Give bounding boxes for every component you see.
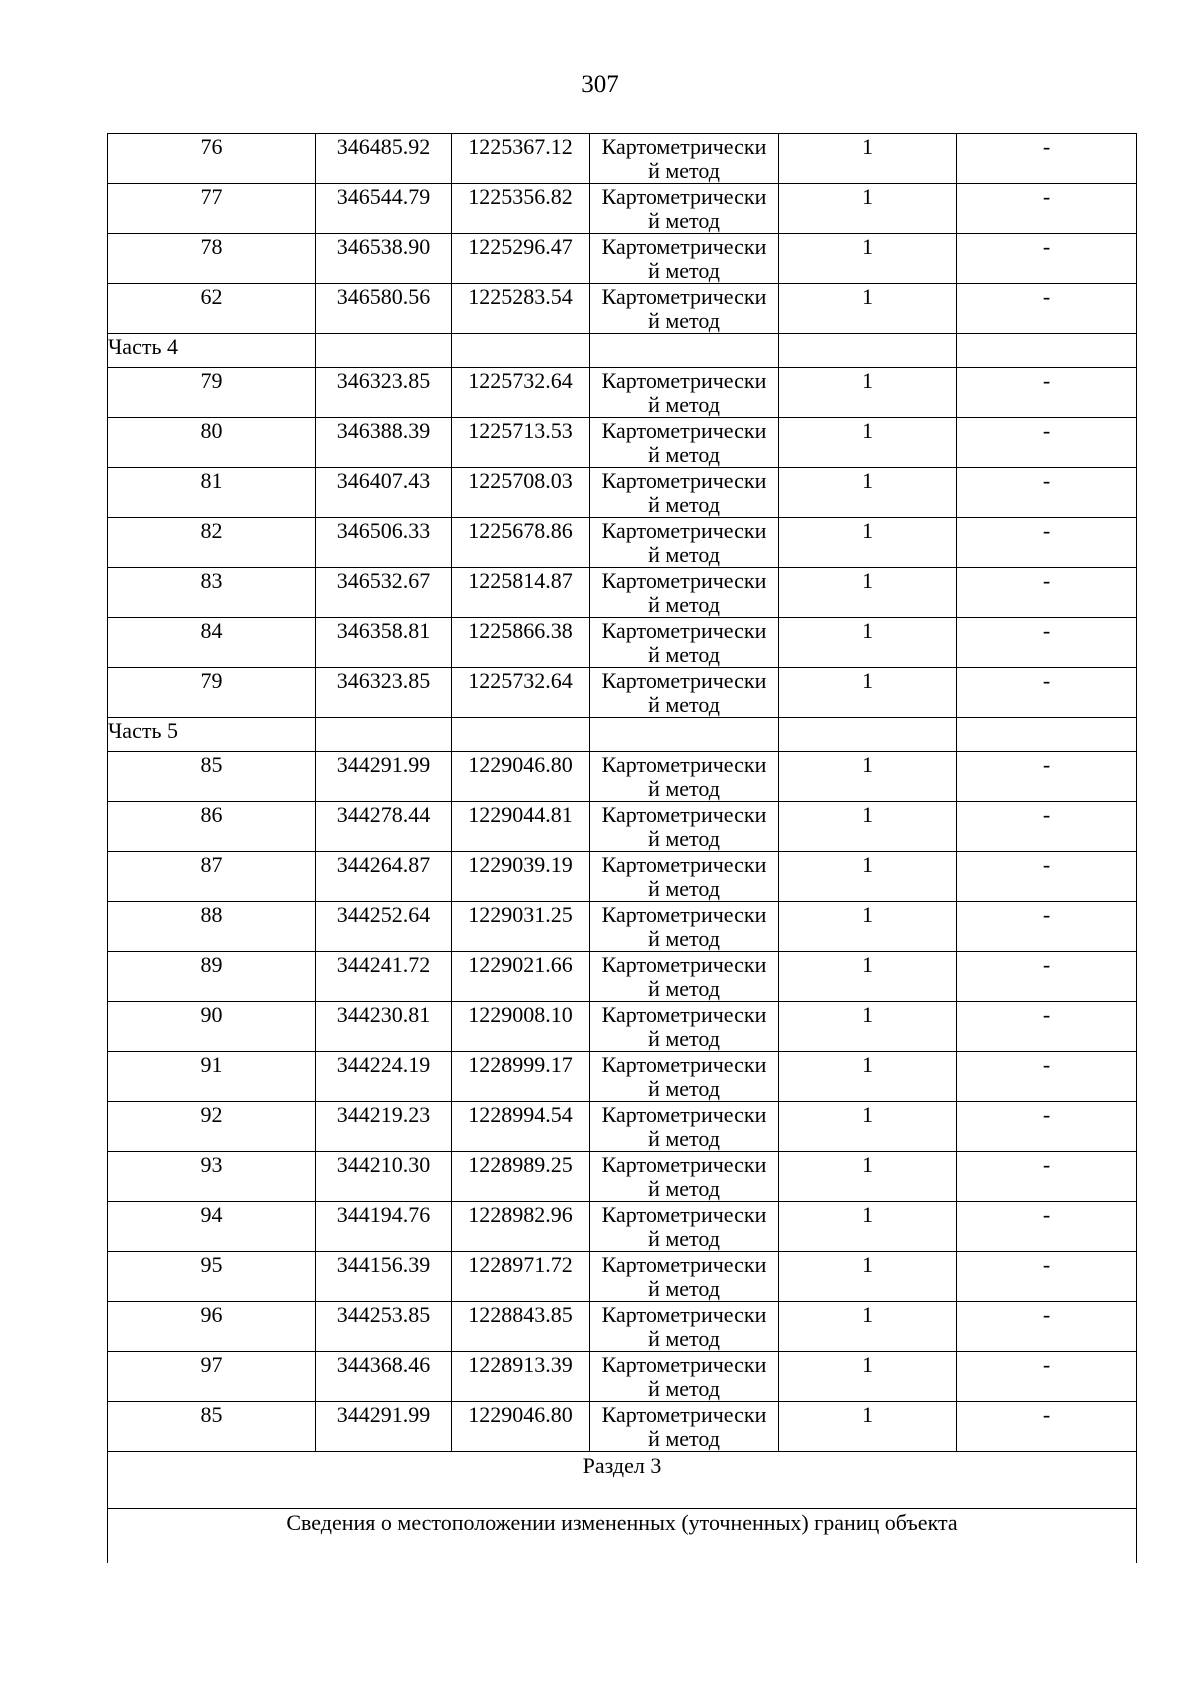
method-cell [590, 902, 779, 952]
point-number-cell: 79 [108, 368, 316, 418]
description-cell: - [957, 1352, 1137, 1402]
method-cell [590, 568, 779, 618]
x-coordinate-cell: 344252.64 [316, 902, 452, 952]
table-row [108, 902, 1137, 952]
method-cell [590, 184, 779, 234]
description-cell: - [957, 284, 1137, 334]
method-cell [590, 952, 779, 1002]
empty-cell [452, 334, 590, 368]
method-line-2: й метод [648, 976, 720, 1001]
table-row [108, 368, 1137, 418]
method-line-2: й метод [648, 542, 720, 567]
point-number-cell: 76 [108, 134, 316, 184]
x-coordinate-cell: 346485.92 [316, 134, 452, 184]
y-coordinate-cell: 1225732.64 [452, 668, 590, 718]
method-text [590, 1052, 778, 1101]
point-number-cell: 88 [108, 902, 316, 952]
method-cell [590, 852, 779, 902]
method-line-2: й метод [648, 1376, 720, 1401]
accuracy-cell: 1 [779, 468, 957, 518]
method-line-2: й метод [648, 1326, 720, 1351]
method-cell [590, 1352, 779, 1402]
accuracy-cell: 1 [779, 1152, 957, 1202]
method-line-2: й метод [648, 642, 720, 667]
x-coordinate-cell: 346580.56 [316, 284, 452, 334]
method-line-2: й метод [648, 208, 720, 233]
table-body [108, 134, 1137, 1452]
method-text [590, 184, 778, 233]
x-coordinate-cell: 344194.76 [316, 1202, 452, 1252]
accuracy-cell: 1 [779, 418, 957, 468]
method-text [590, 134, 778, 183]
table-row [108, 1052, 1137, 1102]
x-coordinate-cell: 344219.23 [316, 1102, 452, 1152]
method-line-1: Картометрически [601, 1352, 767, 1377]
section-subtitle-row [108, 1509, 1137, 1564]
method-cell [590, 284, 779, 334]
table-row [108, 802, 1137, 852]
method-line-1: Картометрически [601, 802, 767, 827]
x-coordinate-cell: 346506.33 [316, 518, 452, 568]
method-text [590, 902, 778, 951]
method-cell [590, 234, 779, 284]
y-coordinate-cell: 1229044.81 [452, 802, 590, 852]
table-row [108, 284, 1137, 334]
y-coordinate-cell: 1225732.64 [452, 368, 590, 418]
point-number-cell: 81 [108, 468, 316, 518]
point-number-cell: 78 [108, 234, 316, 284]
empty-cell [316, 334, 452, 368]
method-line-2: й метод [648, 876, 720, 901]
method-text [590, 1302, 778, 1351]
table-row [108, 468, 1137, 518]
point-number-cell: 97 [108, 1352, 316, 1402]
x-coordinate-cell: 346323.85 [316, 368, 452, 418]
y-coordinate-cell: 1225367.12 [452, 134, 590, 184]
method-line-1: Картометрически [601, 284, 767, 309]
point-number-cell: 85 [108, 752, 316, 802]
empty-cell [590, 718, 779, 752]
accuracy-cell: 1 [779, 952, 957, 1002]
method-text [590, 284, 778, 333]
method-cell [590, 1052, 779, 1102]
section-subtitle: Сведения о местоположении измененных (уточненных) границ объекта [108, 1509, 1137, 1564]
method-line-1: Картометрически [601, 668, 767, 693]
point-number-cell: 83 [108, 568, 316, 618]
method-line-1: Картометрически [601, 1052, 767, 1077]
method-line-1: Картометрически [601, 1152, 767, 1177]
method-line-1: Картометрически [601, 1252, 767, 1277]
accuracy-cell: 1 [779, 134, 957, 184]
method-text [590, 234, 778, 283]
x-coordinate-cell: 344253.85 [316, 1302, 452, 1352]
method-line-1: Картометрически [601, 134, 767, 159]
table-row [108, 1302, 1137, 1352]
x-coordinate-cell: 344210.30 [316, 1152, 452, 1202]
accuracy-cell: 1 [779, 368, 957, 418]
accuracy-cell: 1 [779, 518, 957, 568]
description-cell: - [957, 1302, 1137, 1352]
table-row [108, 234, 1137, 284]
part-header-row [108, 334, 1137, 368]
point-number-cell: 95 [108, 1252, 316, 1302]
method-line-1: Картометрически [601, 902, 767, 927]
section-title: Раздел 3 [108, 1452, 1137, 1509]
table-row [108, 518, 1137, 568]
method-line-2: й метод [648, 258, 720, 283]
x-coordinate-cell: 344291.99 [316, 1402, 452, 1452]
method-line-2: й метод [648, 1226, 720, 1251]
method-line-1: Картометрически [601, 1102, 767, 1127]
point-number-cell: 77 [108, 184, 316, 234]
point-number-cell: 89 [108, 952, 316, 1002]
method-text [590, 568, 778, 617]
method-line-2: й метод [648, 158, 720, 183]
point-number-cell: 85 [108, 1402, 316, 1452]
method-line-2: й метод [648, 926, 720, 951]
y-coordinate-cell: 1229046.80 [452, 1402, 590, 1452]
method-line-1: Картометрически [601, 952, 767, 977]
accuracy-cell: 1 [779, 184, 957, 234]
description-cell: - [957, 668, 1137, 718]
method-line-2: й метод [648, 776, 720, 801]
method-line-2: й метод [648, 1176, 720, 1201]
method-cell [590, 134, 779, 184]
method-text [590, 1002, 778, 1051]
x-coordinate-cell: 344291.99 [316, 752, 452, 802]
accuracy-cell: 1 [779, 284, 957, 334]
method-line-1: Картометрически [601, 1002, 767, 1027]
description-cell: - [957, 1002, 1137, 1052]
table-row [108, 1152, 1137, 1202]
table-row [108, 668, 1137, 718]
y-coordinate-cell: 1228994.54 [452, 1102, 590, 1152]
table-row [108, 1252, 1137, 1302]
y-coordinate-cell: 1225814.87 [452, 568, 590, 618]
table-row [108, 752, 1137, 802]
point-number-cell: 93 [108, 1152, 316, 1202]
method-cell [590, 1252, 779, 1302]
description-cell: - [957, 418, 1137, 468]
y-coordinate-cell: 1225678.86 [452, 518, 590, 568]
part-label: Часть 5 [108, 718, 316, 752]
y-coordinate-cell: 1229046.80 [452, 752, 590, 802]
y-coordinate-cell: 1225713.53 [452, 418, 590, 468]
table-row [108, 184, 1137, 234]
method-line-2: й метод [648, 1076, 720, 1101]
y-coordinate-cell: 1228913.39 [452, 1352, 590, 1402]
table-row [108, 852, 1137, 902]
point-number-cell: 84 [108, 618, 316, 668]
method-line-2: й метод [648, 442, 720, 467]
method-cell [590, 468, 779, 518]
x-coordinate-cell: 344264.87 [316, 852, 452, 902]
method-text [590, 618, 778, 667]
method-text [590, 468, 778, 517]
accuracy-cell: 1 [779, 1352, 957, 1402]
y-coordinate-cell: 1228843.85 [452, 1302, 590, 1352]
table-row [108, 134, 1137, 184]
method-text [590, 852, 778, 901]
method-cell [590, 1102, 779, 1152]
y-coordinate-cell: 1228982.96 [452, 1202, 590, 1252]
point-number-cell: 96 [108, 1302, 316, 1352]
point-number-cell: 79 [108, 668, 316, 718]
method-cell [590, 1402, 779, 1452]
accuracy-cell: 1 [779, 1002, 957, 1052]
description-cell: - [957, 1402, 1137, 1452]
table-row [108, 618, 1137, 668]
method-text [590, 368, 778, 417]
empty-cell [316, 718, 452, 752]
table-row [108, 1352, 1137, 1402]
point-number-cell: 91 [108, 1052, 316, 1102]
section-block [108, 1452, 1137, 1564]
description-cell: - [957, 518, 1137, 568]
description-cell: - [957, 134, 1137, 184]
empty-cell [452, 718, 590, 752]
method-line-2: й метод [648, 592, 720, 617]
method-line-2: й метод [648, 392, 720, 417]
method-line-2: й метод [648, 1026, 720, 1051]
method-cell [590, 418, 779, 468]
coordinates-table [107, 133, 1137, 1563]
description-cell: - [957, 902, 1137, 952]
method-line-2: й метод [648, 492, 720, 517]
point-number-cell: 92 [108, 1102, 316, 1152]
description-cell: - [957, 1052, 1137, 1102]
point-number-cell: 80 [108, 418, 316, 468]
x-coordinate-cell: 344156.39 [316, 1252, 452, 1302]
description-cell: - [957, 618, 1137, 668]
description-cell: - [957, 1152, 1137, 1202]
method-line-1: Картометрически [601, 618, 767, 643]
accuracy-cell: 1 [779, 1302, 957, 1352]
y-coordinate-cell: 1225283.54 [452, 284, 590, 334]
method-line-1: Картометрически [601, 1302, 767, 1327]
part-label: Часть 4 [108, 334, 316, 368]
method-cell [590, 1002, 779, 1052]
table-row [108, 418, 1137, 468]
empty-cell [957, 718, 1137, 752]
description-cell: - [957, 234, 1137, 284]
accuracy-cell: 1 [779, 802, 957, 852]
accuracy-cell: 1 [779, 668, 957, 718]
accuracy-cell: 1 [779, 1102, 957, 1152]
method-text [590, 952, 778, 1001]
point-number-cell: 86 [108, 802, 316, 852]
y-coordinate-cell: 1225866.38 [452, 618, 590, 668]
method-text [590, 1202, 778, 1251]
accuracy-cell: 1 [779, 1402, 957, 1452]
table-row [108, 1402, 1137, 1452]
method-line-1: Картометрически [601, 752, 767, 777]
method-line-1: Картометрически [601, 468, 767, 493]
x-coordinate-cell: 344368.46 [316, 1352, 452, 1402]
method-text [590, 1352, 778, 1401]
empty-cell [779, 334, 957, 368]
table-row [108, 568, 1137, 618]
x-coordinate-cell: 346544.79 [316, 184, 452, 234]
method-cell [590, 1152, 779, 1202]
table-row [108, 1202, 1137, 1252]
point-number-cell: 94 [108, 1202, 316, 1252]
description-cell: - [957, 1252, 1137, 1302]
method-line-1: Картометрически [601, 518, 767, 543]
method-text [590, 1102, 778, 1151]
y-coordinate-cell: 1229008.10 [452, 1002, 590, 1052]
x-coordinate-cell: 344241.72 [316, 952, 452, 1002]
x-coordinate-cell: 344230.81 [316, 1002, 452, 1052]
method-line-2: й метод [648, 1426, 720, 1451]
y-coordinate-cell: 1229021.66 [452, 952, 590, 1002]
point-number-cell: 62 [108, 284, 316, 334]
description-cell: - [957, 568, 1137, 618]
y-coordinate-cell: 1229039.19 [452, 852, 590, 902]
table-row [108, 1002, 1137, 1052]
y-coordinate-cell: 1228971.72 [452, 1252, 590, 1302]
accuracy-cell: 1 [779, 234, 957, 284]
accuracy-cell: 1 [779, 1052, 957, 1102]
description-cell: - [957, 368, 1137, 418]
page-number: 307 [581, 71, 619, 98]
empty-cell [957, 334, 1137, 368]
method-text [590, 752, 778, 801]
description-cell: - [957, 1202, 1137, 1252]
empty-cell [590, 334, 779, 368]
description-cell: - [957, 184, 1137, 234]
method-text [590, 1152, 778, 1201]
description-cell: - [957, 752, 1137, 802]
point-number-cell: 82 [108, 518, 316, 568]
description-cell: - [957, 802, 1137, 852]
method-cell [590, 752, 779, 802]
method-line-1: Картометрически [601, 1402, 767, 1427]
method-text [590, 1402, 778, 1451]
point-number-cell: 90 [108, 1002, 316, 1052]
point-number-cell: 87 [108, 852, 316, 902]
table-row [108, 952, 1137, 1002]
description-cell: - [957, 468, 1137, 518]
x-coordinate-cell: 346388.39 [316, 418, 452, 468]
method-line-2: й метод [648, 308, 720, 333]
x-coordinate-cell: 346532.67 [316, 568, 452, 618]
empty-cell [779, 718, 957, 752]
description-cell: - [957, 952, 1137, 1002]
method-cell [590, 802, 779, 852]
accuracy-cell: 1 [779, 1202, 957, 1252]
table-row [108, 1102, 1137, 1152]
description-cell: - [957, 1102, 1137, 1152]
accuracy-cell: 1 [779, 618, 957, 668]
method-line-1: Картометрически [601, 184, 767, 209]
method-line-1: Картометрически [601, 368, 767, 393]
method-text [590, 1252, 778, 1301]
y-coordinate-cell: 1225708.03 [452, 468, 590, 518]
y-coordinate-cell: 1228989.25 [452, 1152, 590, 1202]
method-text [590, 518, 778, 567]
accuracy-cell: 1 [779, 752, 957, 802]
method-cell [590, 1302, 779, 1352]
x-coordinate-cell: 346358.81 [316, 618, 452, 668]
method-line-2: й метод [648, 692, 720, 717]
part-header-row [108, 718, 1137, 752]
method-text [590, 418, 778, 467]
method-line-2: й метод [648, 1276, 720, 1301]
y-coordinate-cell: 1228999.17 [452, 1052, 590, 1102]
method-line-1: Картометрически [601, 568, 767, 593]
method-text [590, 668, 778, 717]
method-line-1: Картометрически [601, 852, 767, 877]
method-line-1: Картометрически [601, 1202, 767, 1227]
method-text [590, 802, 778, 851]
y-coordinate-cell: 1225296.47 [452, 234, 590, 284]
method-cell [590, 368, 779, 418]
method-cell [590, 518, 779, 568]
accuracy-cell: 1 [779, 1252, 957, 1302]
method-cell [590, 1202, 779, 1252]
x-coordinate-cell: 344278.44 [316, 802, 452, 852]
description-cell: - [957, 852, 1137, 902]
method-cell [590, 668, 779, 718]
x-coordinate-cell: 346538.90 [316, 234, 452, 284]
method-cell [590, 618, 779, 668]
x-coordinate-cell: 346323.85 [316, 668, 452, 718]
method-line-1: Картометрически [601, 234, 767, 259]
method-line-2: й метод [648, 826, 720, 851]
method-line-2: й метод [648, 1126, 720, 1151]
y-coordinate-cell: 1225356.82 [452, 184, 590, 234]
accuracy-cell: 1 [779, 852, 957, 902]
x-coordinate-cell: 346407.43 [316, 468, 452, 518]
y-coordinate-cell: 1229031.25 [452, 902, 590, 952]
accuracy-cell: 1 [779, 902, 957, 952]
section-title-row [108, 1452, 1137, 1509]
accuracy-cell: 1 [779, 568, 957, 618]
method-line-1: Картометрически [601, 418, 767, 443]
x-coordinate-cell: 344224.19 [316, 1052, 452, 1102]
